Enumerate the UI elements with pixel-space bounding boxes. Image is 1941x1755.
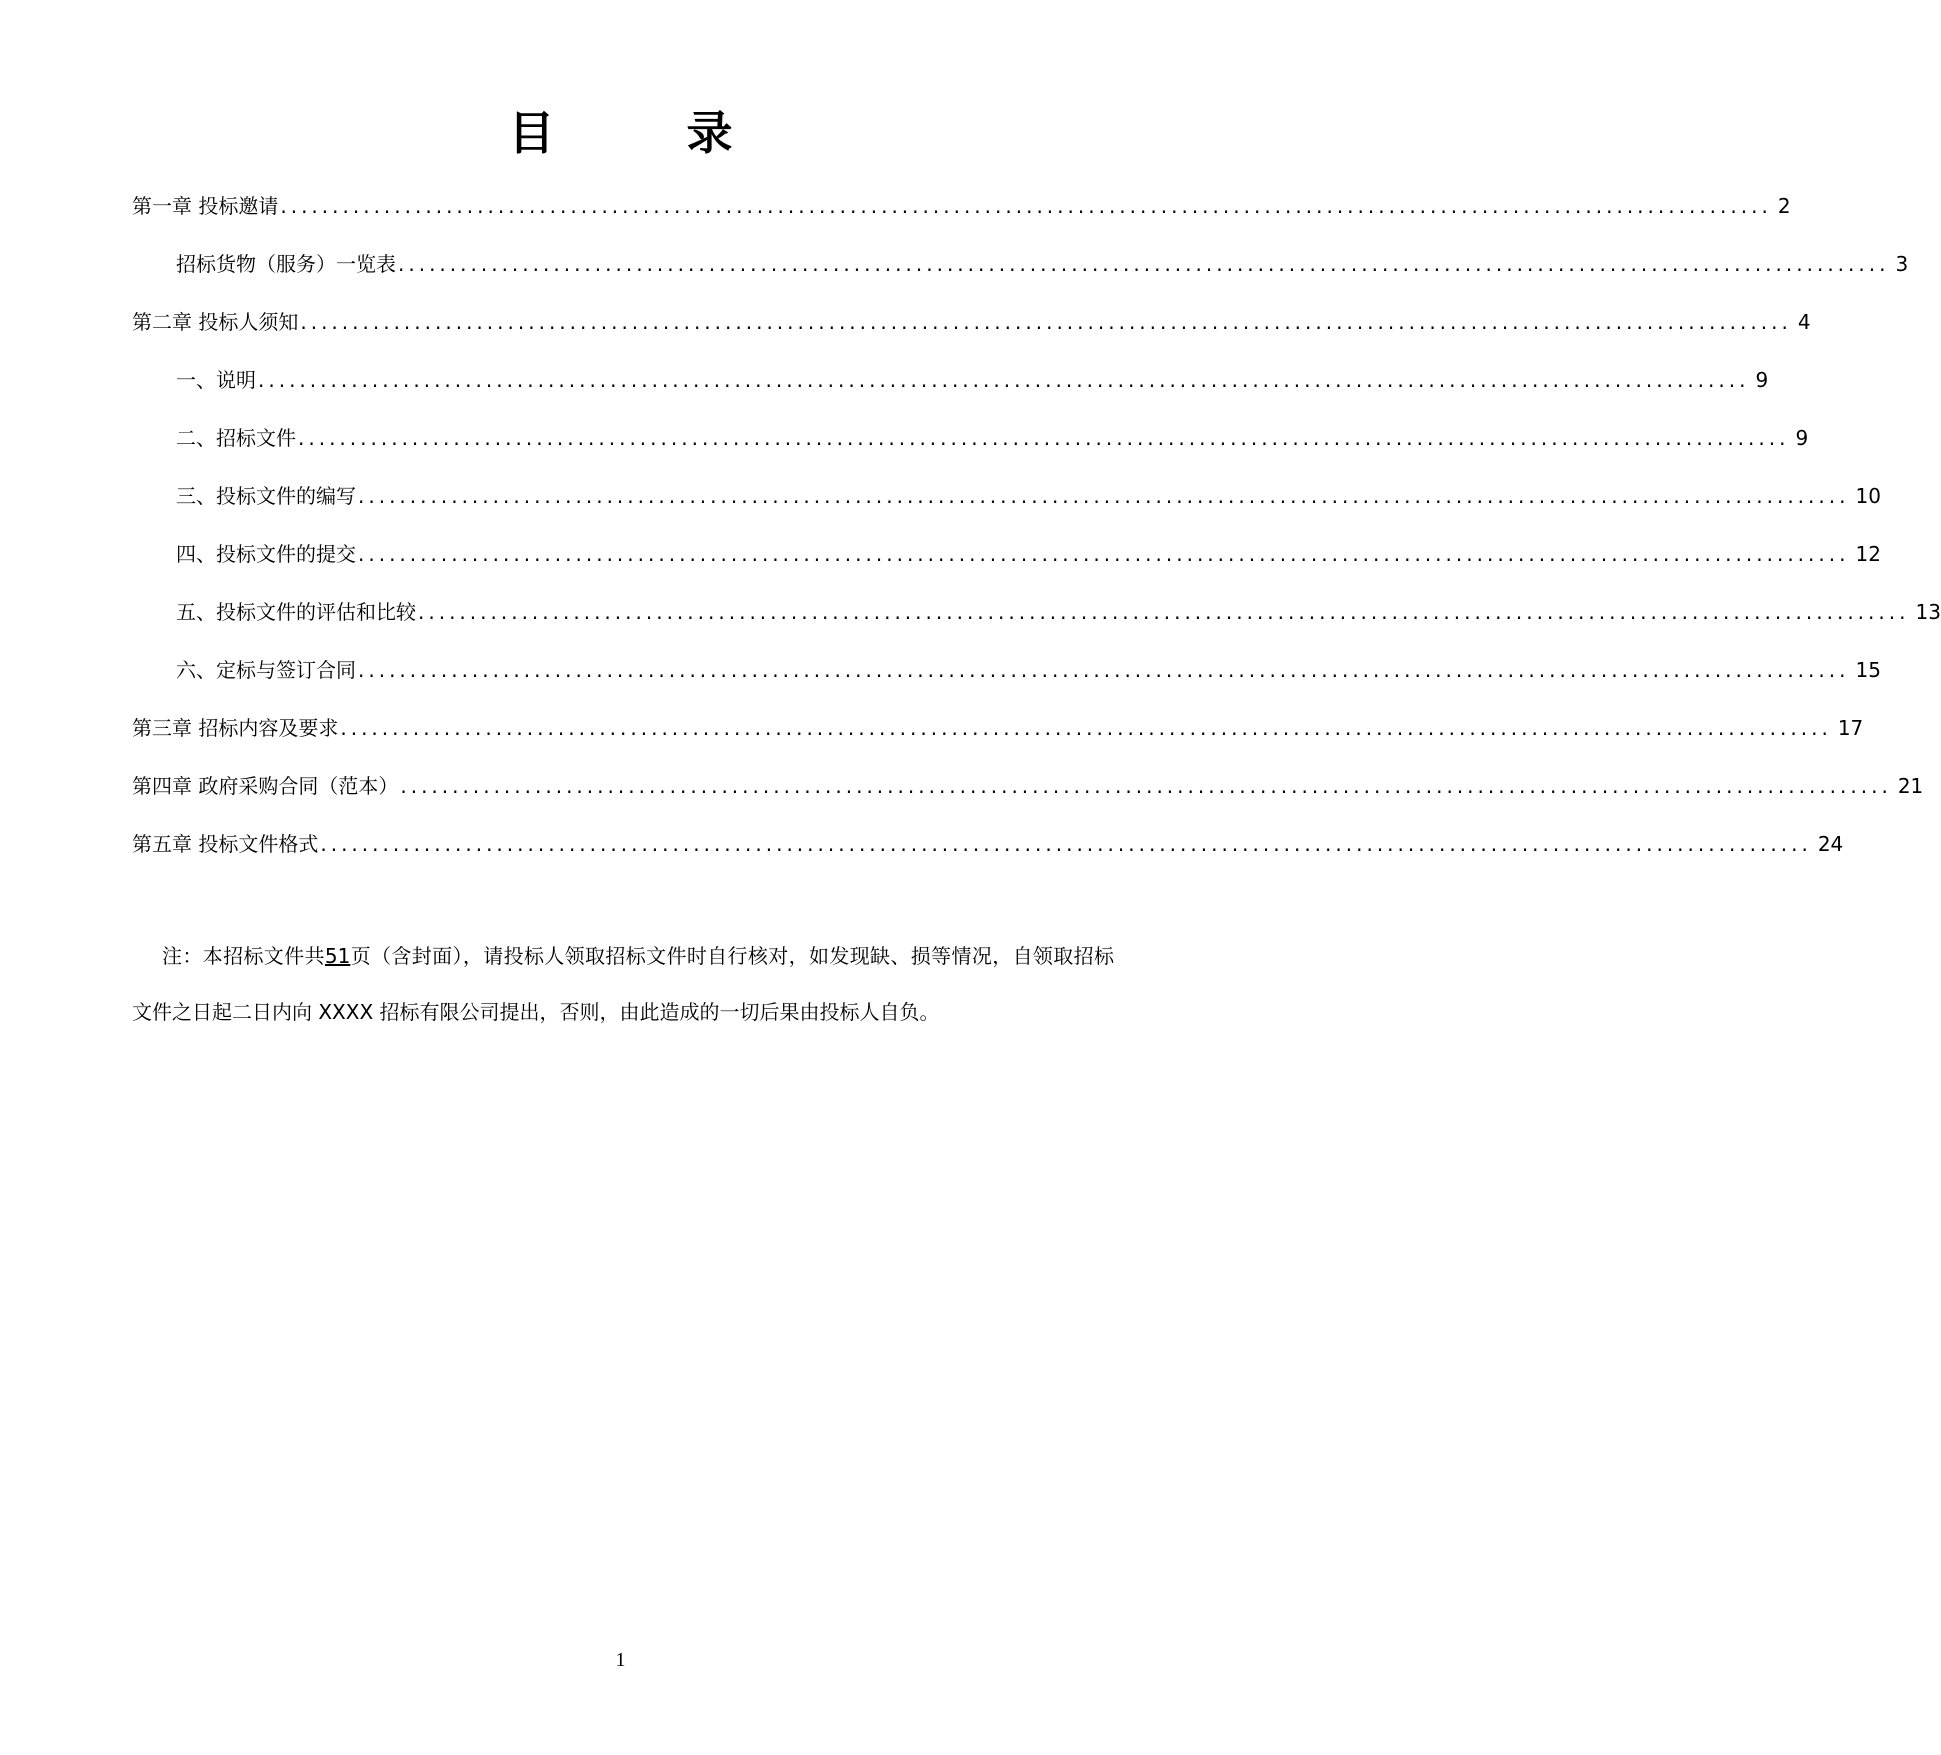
toc-entry-label: 五、投标文件的评估和比较 [176, 600, 416, 624]
toc-entry-page: 21 [1897, 774, 1924, 798]
toc-entry-label: 第三章 招标内容及要求 [132, 716, 339, 740]
toc-entry-label: 六、定标与签订合同 [176, 658, 356, 682]
toc-entry[interactable] [176, 366, 1769, 394]
page-title: 目 录 [508, 106, 791, 160]
toc-entry[interactable] [176, 540, 1881, 568]
toc-entry-label: 一、说明 [176, 368, 256, 392]
toc-entry-page: 3 [1895, 252, 1909, 276]
toc-entry-page: 4 [1797, 310, 1811, 334]
toc-entry-page: 24 [1817, 832, 1844, 856]
toc-entry-page: 9 [1795, 426, 1809, 450]
toc-entry-page: 17 [1837, 716, 1864, 740]
toc-entry-label: 第一章 投标邀请 [132, 194, 279, 218]
toc-entry-page: 13 [1915, 600, 1941, 624]
toc-leader-dots: ................................................................................................................................................ [320, 832, 1812, 856]
toc-leader-dots: ................................................................................................................................................ [418, 600, 1910, 624]
toc-entry-page: 2 [1777, 194, 1791, 218]
toc-leader-dots: ................................................................................................................................................ [358, 542, 1850, 566]
toc-entry-page: 10 [1855, 484, 1881, 508]
toc-entry[interactable] [176, 598, 1941, 626]
toc-entry[interactable] [132, 192, 1791, 220]
toc-entry-label: 第二章 投标人须知 [132, 310, 299, 334]
toc-leader-dots: ................................................................................................................................................ [300, 310, 1792, 334]
toc-entry[interactable] [176, 656, 1881, 684]
toc-leader-dots: ................................................................................................................................................ [398, 252, 1890, 276]
toc-entry[interactable] [176, 250, 1909, 278]
note-paragraph [132, 928, 1114, 1040]
toc-entry-page: 12 [1855, 542, 1881, 566]
toc-leader-dots: ................................................................................................................................................ [340, 716, 1832, 740]
note-page-count: 51 [324, 944, 351, 968]
toc-entry-page: 9 [1755, 368, 1769, 392]
toc-entry[interactable] [132, 830, 1844, 858]
toc-leader-dots: ................................................................................................................................................ [400, 774, 1892, 798]
toc-entry-label: 第五章 投标文件格式 [132, 832, 319, 856]
toc-entry[interactable] [132, 714, 1864, 742]
toc-leader-dots: ................................................................................................................................................ [280, 194, 1772, 218]
toc-entry[interactable] [176, 424, 1809, 452]
toc-entry-page: 15 [1855, 658, 1881, 682]
toc-leader-dots: ................................................................................................................................................ [258, 368, 1750, 392]
toc-entry-label: 第四章 政府采购合同（范本） [132, 774, 399, 798]
toc-leader-dots: ................................................................................................................................................ [298, 426, 1790, 450]
toc-entry-label: 三、投标文件的编写 [176, 484, 356, 508]
toc-leader-dots: ................................................................................................................................................ [358, 658, 1850, 682]
note-text-before: 注：本招标文件共 [162, 944, 325, 968]
toc-entry-label: 二、招标文件 [176, 426, 296, 450]
note-text-after: 页（含封面），请投标人领取招标文件时自行核对，如发现缺、损等情况，自领取招标文件之日起二日内向 XXXX 招标有限公司提出，否则，由此造成的一切后果由投标人自负。 [132, 944, 1115, 1024]
toc-leader-dots: ................................................................................................................................................ [358, 484, 1850, 508]
toc-entry-label: 四、投标文件的提交 [176, 542, 356, 566]
toc-entry[interactable] [132, 308, 1811, 336]
toc-entry[interactable] [132, 772, 1924, 800]
toc-entry[interactable] [176, 482, 1881, 510]
toc-entry-label: 招标货物（服务）一览表 [176, 252, 396, 276]
page-number: 1 [615, 1649, 626, 1671]
